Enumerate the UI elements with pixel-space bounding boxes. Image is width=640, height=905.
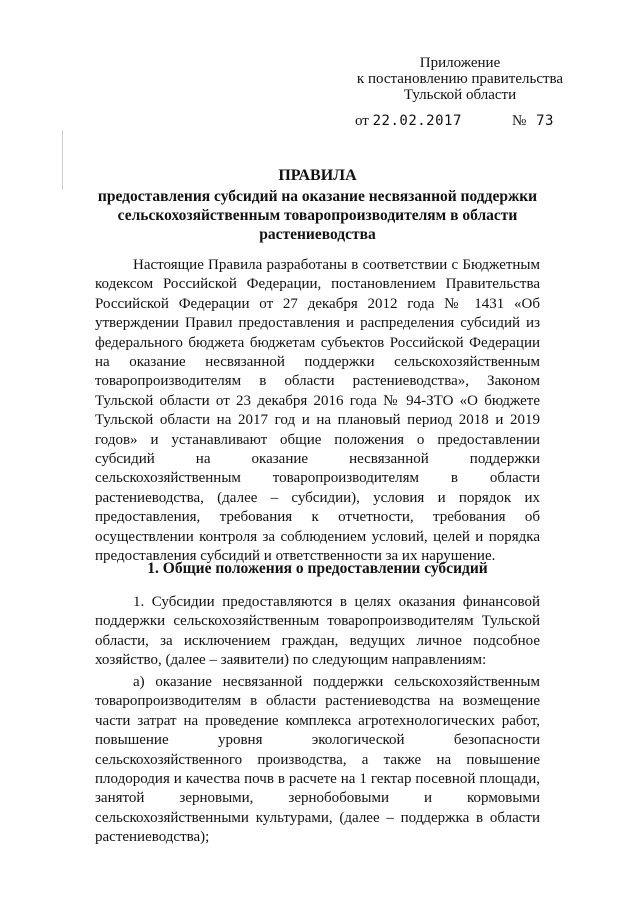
title-line: растениеводства [259, 226, 376, 243]
document-title [95, 166, 540, 244]
item-1-paragraph: 1. Субсидии предоставляются в целях оказания финансовой поддержки сельскохозяйственным товаропроизводителям Тульской области, за исключением граждан, ведущих личное подсобное хозяйство, (далее – заявители) по следующим направлениям: [95, 594, 540, 669]
decree-number [512, 113, 554, 130]
appendix-line: Тульской области [403, 87, 517, 103]
date-value: 22.02.2017 [372, 113, 462, 129]
appendix-header [340, 55, 580, 103]
section-title: 1. Общие положения о предоставлении субсидий [147, 560, 488, 577]
decree-date [355, 113, 462, 130]
item-a-paragraph: а) оказание несвязанной поддержки сельскохозяйственным товаропроизводителям в области растениеводства на возмещение части затрат на проведение комплекса агротехнологических работ, повышение уровня экологической безопасности сельскохозяйственного производства, а также на повышение плодородия и качества почв в расчете на 1 гектар посевной площади, занятой зерновыми, зернобобовыми и кормовыми сельскохозяйственными культурами, (далее – поддержка в области растениеводства); [95, 674, 540, 846]
appendix-line: Приложение [419, 55, 501, 71]
date-prefix: от [355, 113, 369, 129]
title-line: предоставления субсидий на оказание несвязанной поддержки [97, 188, 538, 205]
title-line: сельскохозяйственным товаропроизводителям в области [117, 207, 518, 224]
number-value: 73 [536, 113, 554, 129]
number-prefix: № [512, 113, 527, 129]
title-main: ПРАВИЛА [278, 167, 357, 184]
intro-paragraph: Настоящие Правила разработаны в соответствии с Бюджетным кодексом Российской Федерации, постановлением Правительства Российской Федерации от 27 декабря 2012 года № 1431 «Об утверждении Правил предоставления и распределения субсидий из федерального бюджета бюджетам субъектов Российской Федерации на оказание несвязанной поддержки сельскохозяйственным товаропроизводителям в области растениеводства», Законом Тульской области от 23 декабря 2016 года № 94-ЗТО «О бюджете Тульской области на 2017 год и на плановый период 2018 и 2019 годов» и устанавливают общие положения о предоставлении субсидий на оказание несвязанной поддержки сельскохозяйственным товаропроизводителям в области растениеводства, (далее – субсидии), условия и порядок их предоставления, требования к отчетности, требования об осуществлении контроля за соблюдением условий, целей и порядка предоставления субсидий и ответственности за их нарушение. [95, 257, 540, 565]
scan-margin-mark [62, 130, 63, 190]
appendix-line: к постановлению правительства [356, 71, 564, 87]
